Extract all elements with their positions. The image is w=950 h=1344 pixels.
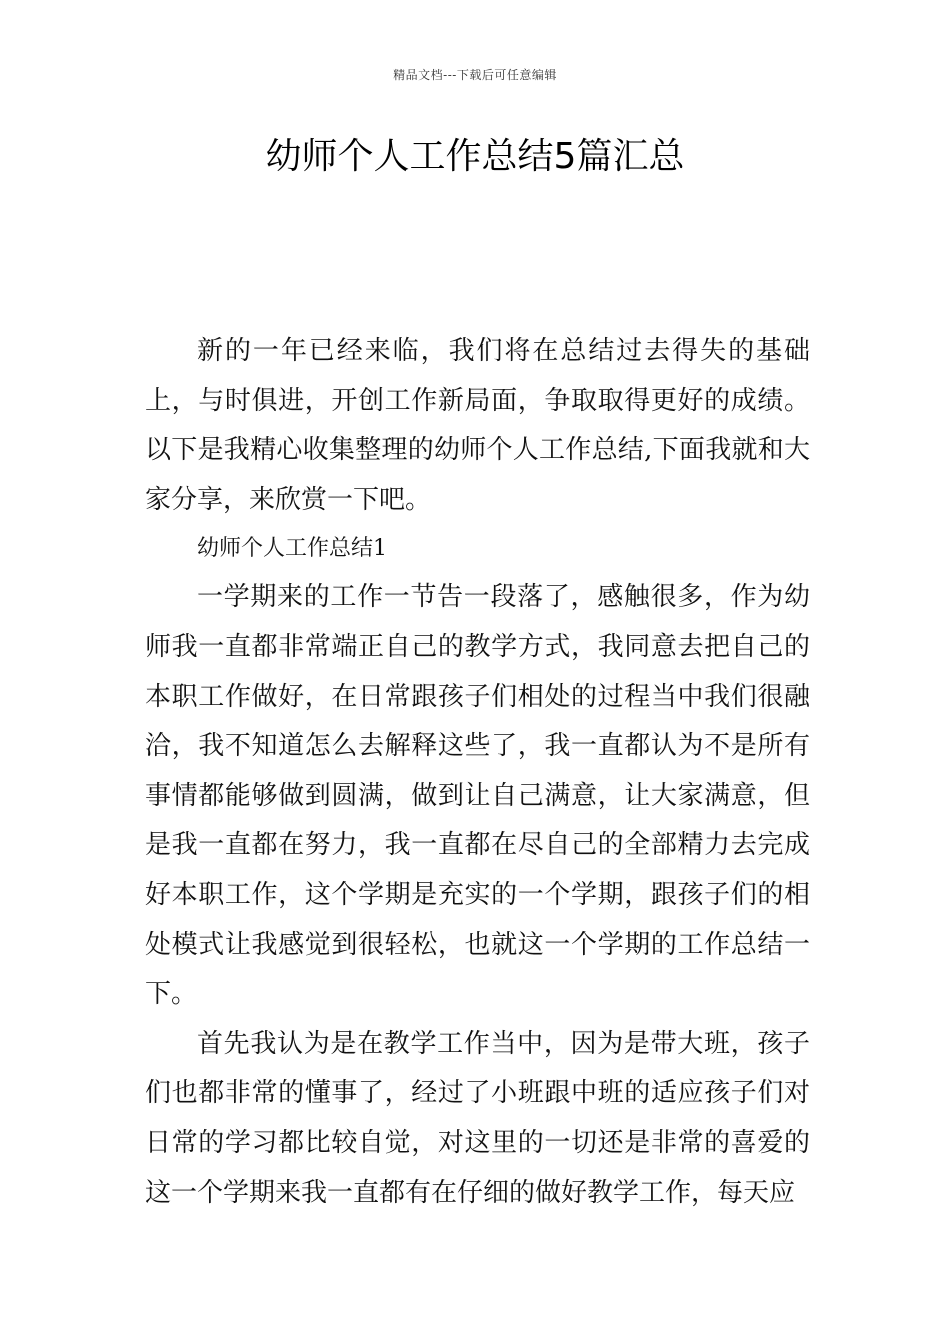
intro-paragraph: 新的一年已经来临，我们将在总结过去得失的基础上，与时俱进，开创工作新局面，争取取得更好的成绩。以下是我精心收集整理的幼师个人工作总结,下面我就和大家分享，来欣赏一下吧。 <box>145 336 810 515</box>
document-header-note: 精品文档---下载后可任意编辑 <box>393 68 557 82</box>
document-title: 幼师个人工作总结5篇汇总 <box>265 136 685 177</box>
body-paragraph-2: 首先我认为是在教学工作当中，因为是带大班，孩子们也都非常的懂事了，经过了小班跟中班的适应孩子们对日常的学习都比较自觉，对这里的一切还是非常的喜爱的这一个学期来我一直都有在仔细的做好教学工作，每天应 <box>145 1028 810 1208</box>
section-heading-1: 幼师个人工作总结1 <box>197 536 387 562</box>
document-body <box>145 327 810 1218</box>
body-paragraph-1: 一学期来的工作一节告一段落了，感触很多，作为幼师我一直都非常端正自己的教学方式，我同意去把自己的本职工作做好，在日常跟孩子们相处的过程当中我们很融洽，我不知道怎么去解释这些了，我一直都认为不是所有事情都能够做到圆满，做到让自己满意，让大家满意，但是我一直都在努力，我一直都在尽自己的全部精力去完成好本职工作，这个学期是充实的一个学期，跟孩子们的相处模式让我感觉到很轻松，也就这一个学期的工作总结一下。 <box>145 582 810 1010</box>
